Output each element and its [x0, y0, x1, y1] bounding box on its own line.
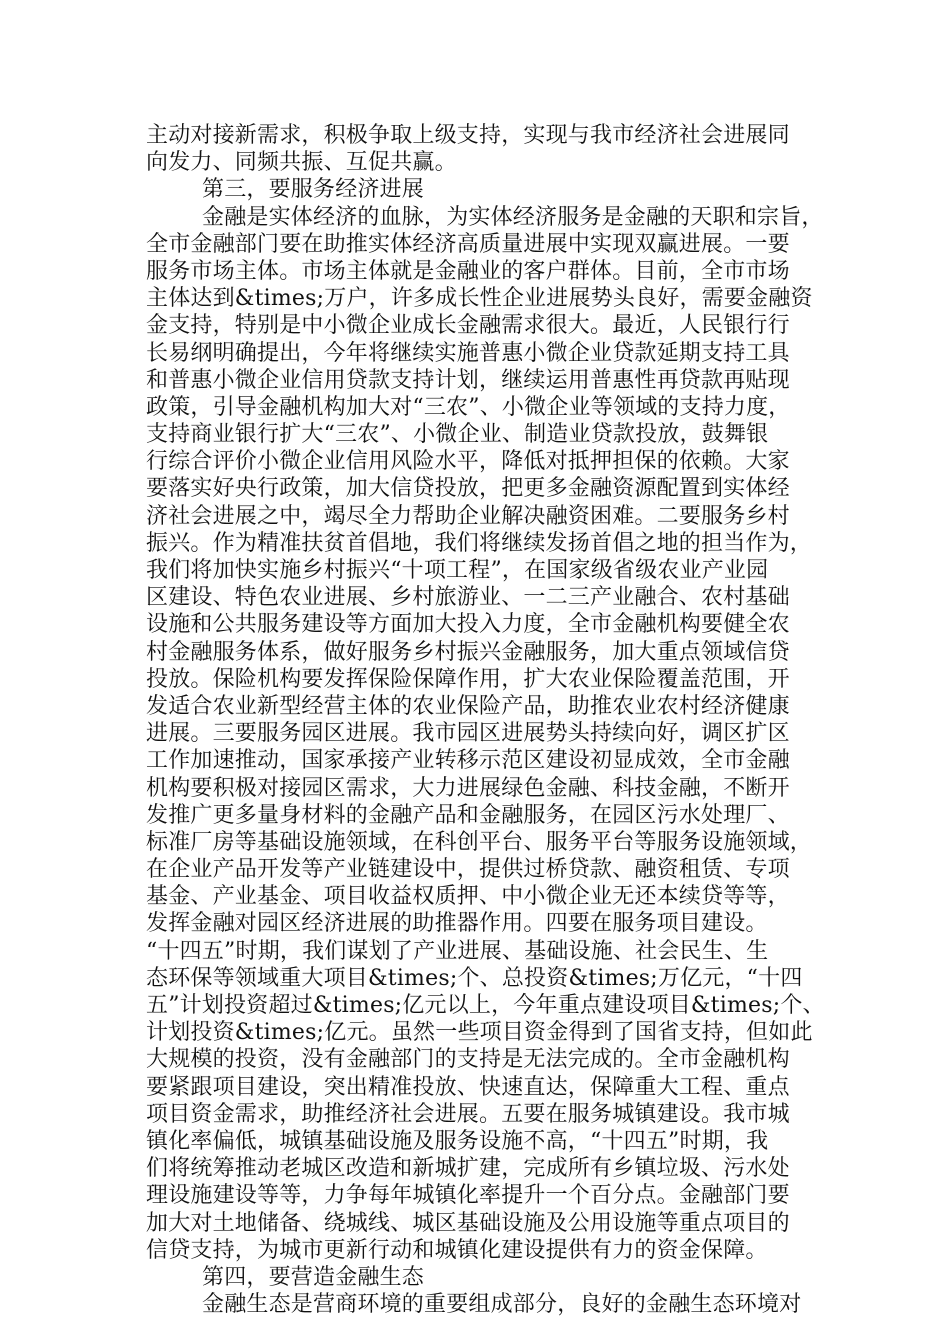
text-line: 政策，引导金融机构加大对“三农”、小微企业等领域的支持力度， — [146, 394, 791, 420]
text-line: 大规模的投资，没有金融部门的支持是无法完成的。全市金融机构 — [146, 1047, 790, 1073]
text-line: 第三，要服务经济进展 — [202, 177, 425, 203]
text-line: 主体达到&times;万户，许多成长性企业进展势头良好，需要金融资 — [146, 286, 813, 312]
text-line: 信贷支持，为城市更新行动和城镇化建设提供有力的资金保障。 — [146, 1237, 768, 1263]
text-line: 长易纲明确提出，今年将继续实施普惠小微企业贷款延期支持工具 — [146, 340, 790, 366]
text-line: 金融生态是营商环境的重要组成部分，良好的金融生态环境对 — [202, 1292, 802, 1318]
text-line: 项目资金需求，助推经济社会进展。五要在服务城镇建设。我市城 — [146, 1101, 790, 1127]
text-line: 我们将加快实施乡村振兴“十项工程”，在国家级省级农业产业园 — [146, 558, 769, 583]
text-line: 镇化率偏低，城镇基础设施及服务设施不高，“十四五”时期，我 — [146, 1128, 769, 1154]
text-line: 理设施建设等等，力争每年城镇化率提升一个百分点。金融部门要 — [146, 1183, 790, 1209]
document-body — [146, 122, 825, 1318]
text-line: 全市金融部门要在助推实体经济高质量进展中实现双赢进展。一要 — [146, 231, 790, 257]
text-line: 发推广更多量身材料的金融产品和金融服务，在园区污水处理厂、 — [146, 802, 790, 828]
text-line: 要落实好央行政策，加大信贷投放，把更多金融资源配置到实体经 — [146, 476, 790, 502]
text-line: 设施和公共服务建设等方面加大投入力度，全市金融机构要健全农 — [146, 612, 790, 638]
text-line: 基金、产业基金、项目收益权质押、中小微企业无还本续贷等等， — [146, 884, 790, 910]
text-line: 在企业产品开发等产业链建设中，提供过桥贷款、融资租赁、专项 — [146, 857, 790, 883]
text-line: 机构要积极对接园区需求，大力进展绿色金融、科技金融，不断开 — [146, 775, 790, 801]
text-line: 态环保等领域重大项目&times;个、总投资&times;万亿元，“十四 — [146, 965, 803, 991]
text-line: 五”计划投资超过&times;亿元以上，今年重点建设项目&times;个、 — [146, 993, 825, 1018]
text-line: 支持商业银行扩大“三农”、小微企业、制造业贷款投放，鼓舞银 — [146, 422, 769, 448]
text-line: 投放。保险机构要发挥保险保障作用，扩大农业保险覆盖范围，开 — [146, 666, 790, 692]
text-line: 区建设、特色农业进展、乡村旅游业、一二三产业融合、农村基础 — [146, 585, 790, 611]
text-line: 村金融服务体系，做好服务乡村振兴金融服务，加大重点领域信贷 — [146, 639, 790, 665]
text-line: 要紧跟项目建设，突出精准投放、快速直达，保障重大工程、重点 — [146, 1074, 790, 1100]
text-line: 进展。三要服务园区进展。我市园区进展势头持续向好，调区扩区 — [146, 721, 790, 747]
text-line: 加大对土地储备、绕城线、城区基础设施及公用设施等重点项目的 — [146, 1210, 790, 1236]
text-line: 发挥金融对园区经济进展的助推器作用。四要在服务项目建设。 — [146, 911, 768, 937]
text-line: 和普惠小微企业信用贷款支持计划，继续运用普惠性再贷款再贴现 — [146, 367, 790, 393]
text-line: 计划投资&times;亿元。虽然一些项目资金得到了国省支持，但如此 — [146, 1020, 813, 1046]
text-line: 主动对接新需求，积极争取上级支持，实现与我市经济社会进展同 — [146, 123, 790, 148]
text-line: 标准厂房等基础设施领域，在科创平台、服务平台等服务设施领域， — [146, 829, 813, 855]
text-line: 服务市场主体。市场主体就是金融业的客户群体。目前，全市市场 — [146, 258, 790, 284]
text-line: 金支持，特别是中小微企业成长金融需求很大。最近，人民银行行 — [146, 313, 790, 339]
text-line: 金融是实体经济的血脉，为实体经济服务是金融的天职和宗旨， — [202, 204, 824, 230]
text-line: 第四，要营造金融生态 — [202, 1264, 425, 1290]
text-line: “十四五”时期，我们谋划了产业进展、基础设施、社会民生、生 — [146, 938, 769, 964]
text-line: 们将统筹推动老城区改造和新城扩建，完成所有乡镇垃圾、污水处 — [146, 1156, 790, 1182]
text-line: 向发力、同频共振、互促共赢。 — [146, 150, 457, 176]
text-line: 工作加速推动，国家承接产业转移示范区建设初显成效，全市金融 — [146, 748, 790, 774]
text-line: 振兴。作为精准扶贫首倡地，我们将继续发扬首倡之地的担当作为， — [146, 530, 813, 556]
text-line: 发适合农业新型经营主体的农业保险产品，助推农业农村经济健康 — [146, 693, 790, 719]
text-line: 行综合评价小微企业信用风险水平，降低对抵押担保的依赖。大家 — [146, 449, 790, 475]
text-line: 济社会进展之中，竭尽全力帮助企业解决融资困难。二要服务乡村 — [146, 503, 790, 529]
